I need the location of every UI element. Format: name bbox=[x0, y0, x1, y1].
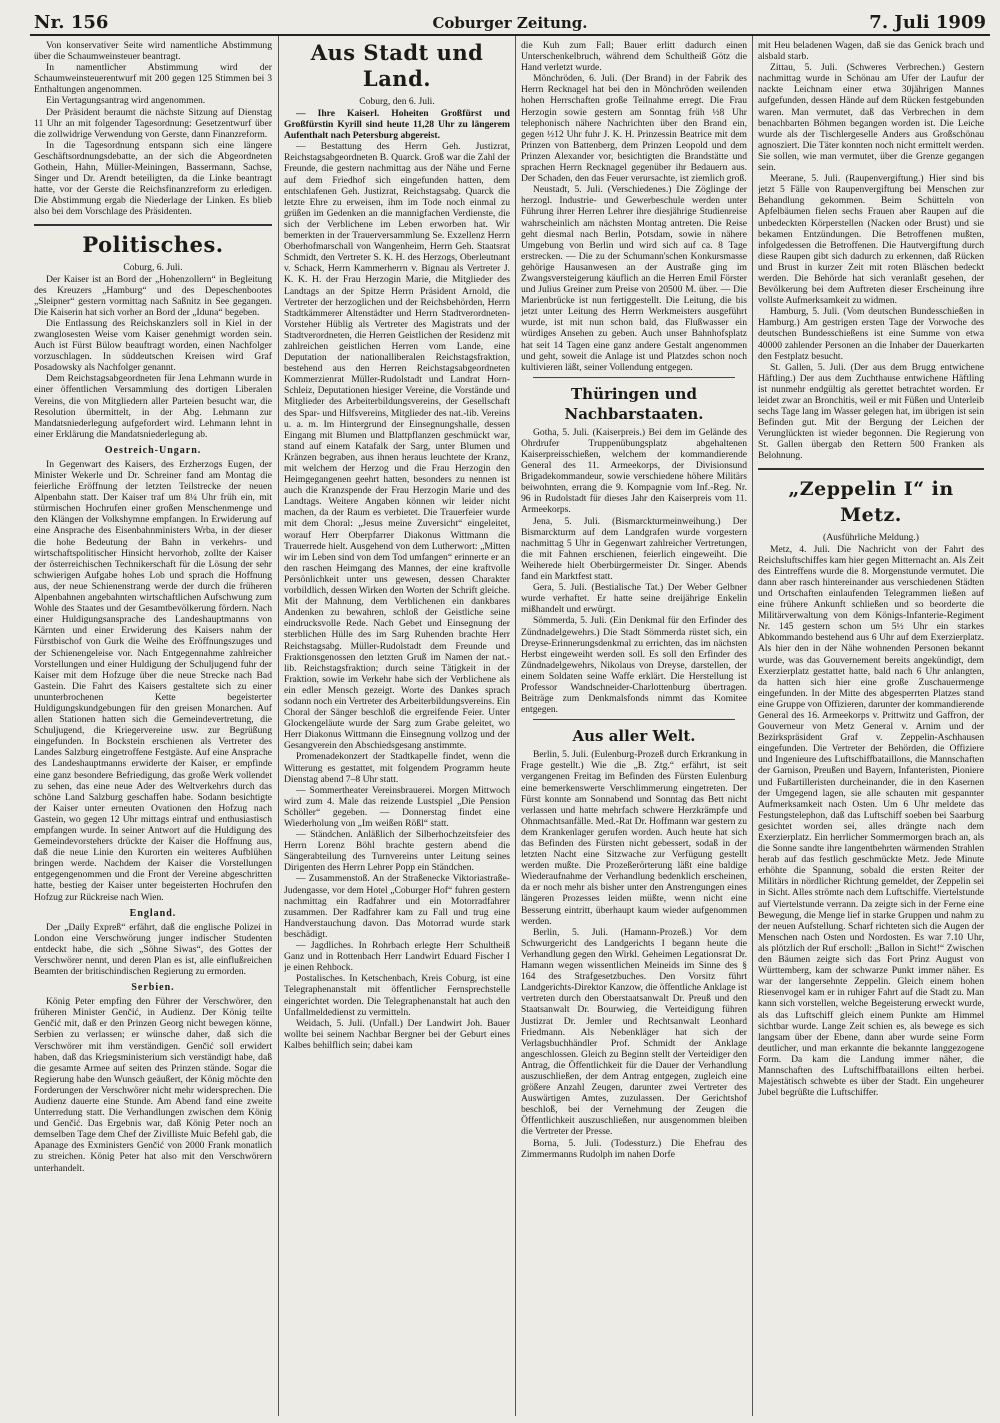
article-paragraph: Mönchröden, 6. Juli. (Der Brand) in der Fabrik des Herrn Recknagel hat bei den in Mönchröden weilenden hohen Herrschaften große Teilnahme erregt. Die Frau Herzogin sowie gestern am Sonntag früh ½8 Uhr telephonisch nähere Nachrichten über den Brand ein, gegen ½12 Uhr fuhr J. K. H. Prinzessin Beatrice mit dem Prinzen von Battenberg, dem Prinzen Leopold und dem Prinzen Alexander vor, besichtigten die Brandstätte und sprachen Herrn Recknagel gegenüber ihr Bedauern aus. Der Schaden, den das Feuer verursachte, ist ziemlich groß. bbox=[521, 73, 747, 185]
article-paragraph: Hamburg, 5. Juli. (Vom deutschen Bundesschießen in Hamburg.) Am gestrigen ersten Tage der Vorwoche des deutschen Bundesschießens ist eine Summe von etwa 40000 zahlender Personen an die Inhaber der Dauerkarten den Festplatz besucht. bbox=[758, 306, 984, 362]
divider bbox=[34, 224, 272, 226]
article-paragraph: Der „Daily Expreß“ erfährt, daß die englische Polizei in London eine Verschwörung junger indischer Studenten entdeckt habe, die sich „Söhne Siwas“, des Gottes der Verschwörer nennt, und deren Plan es ist, alle einflußreichen Beamten der britischindischen Regierung zu ermorden. bbox=[34, 921, 272, 978]
section-heading-thueringen: Thüringen und Nachbarstaaten. bbox=[564, 384, 704, 423]
article-paragraph: König Peter empfing den Führer der Verschwörer, den früheren Minister Genčić, in Audienz. Der König teilte Genčić mit, daß er den Prinzen Georg nicht bewegen könne, Serbien zu verlassen; er wünsche daher, daß sich die Verschwörer mit ihm verständigen. Genčić soll erwidert haben, daß das Kriegsministerium sich verständigt habe, daß die gesamte Armee auf seiten des Prinzen stände. Sogar die Regierung habe den Wunsch geäußert, der König möchte den Forderungen der Verschwörer nicht mehr widersprechen. Die Audienz dauerte eine Stunde. Am Abend fand eine zweite Unterredung statt. Die Verhandlungen zwischen dem König und Genčić. Das Ergebnis war, daß König Peter noch an demselben Tage dem Chef der Zivilliste Muic Befehl gab, die Apanage des Exministers Genčić von 2000 Frank monatlich zu streichen. König Peter hat also mit den Verschwörern unterhandelt. bbox=[34, 996, 272, 1174]
column-rule bbox=[515, 36, 516, 1416]
column-1 bbox=[34, 40, 272, 1415]
article-paragraph: Meerane, 5. Juli. (Raupenvergiftung.) Hier sind bis jetzt 5 Fälle von Raupenvergiftung bei Menschen zur Behandlung gekommen. Beim Schütteln von Apfelbäumen fielen sechs Frauen aber Raupen auf die unbedeckten Körperstellen (Nacken oder Brust) und sie bekamen Entzündungen. Die Betroffenen mußten, infolgedessen die Betroffenen. Die Hautvergiftung durch diese Raupen gibt sich dadurch zu erkennen, daß Rücken und Brust in kurzer Zeit mit roten Bläschen bedeckt werden. Die Behörde hat sich veranlaßt gesehen, der Bevölkerung bei dem Auftreten dieser Erscheinung ihre vollste Aufmerksamkeit zu widmen. bbox=[758, 173, 984, 307]
article-paragraph: Metz, 4. Juli. Die Nachricht von der Fahrt des Reichsluftschiffes kam hier gegen Mitternacht an. Als Zeit des Eintreffens wurde die 8. Morgenstunde vermutet. Die dann aber rasch hintereinander aus verschiedenen Städten und Ortschaften einlaufenden Telegrammen ließen auf eine frühere Ankunft schließen und so beorderte die Militärverwaltung von dem Königs-Infanterie-Regiment Nr. 145 gestern schon um 5½ Uhr ein starkes Abkommando bestehend aus 6 Uhr auf dem Exerzierplatz. Als hier den in der Nähe wohnenden Personen bekannt wurde, was das Gouvernement bereits angekündigt, dem Exerzierplatz gestattet hatte, bald nach 6 Uhr anlangten, da hatten sich hier eine große Zuschauermenge eingefunden. In der Mitte des abgesperrten Platzes stand eine Gruppe von Offizieren, darunter der kommandierende General des 16. Armeekorps v. Prittwitz und Gaffron, der Gouverneur von Metz General v. Arnim und der Bezirkspräsident Graf v. Zeppelin-Aschhausen eingefunden. Die Vertreter der Behörden, die Offiziere und Ingenieure des Luftschiffbataillons, die Mannschaften der Garnison, Preußen und Bayern, Infanteristen, Pioniere und Fußartilleristen durcheinander, die in den Kasernen der Umgegend lagen, sie alle schauten mit gespannter Aufmerksamkeit nach Osten. Um 6 Uhr meldete das Festungstelephon, daß das Luftschiff soeben bei Saarburg gesichtet worden sei, alles drängte nach dem Exerzierplatz. Ein herrlicher Sommermorgen brach an, als die Sonne sandte ihre langentbehrten wärmenden Strahlen herab auf das festlich geschmückte Metz. Jede Minute erhöhte die Spannung, sobald die ersten Reiter der Militärs in nördlicher Richtung gemeldet, der Zeppelin sei in Sicht. Alles strömte nach dem Luftschiffe. Viertelstunde auf Viertelstunde verrann. Da zeigte sich in der Ferne eine Bewegung, die Menge lief in starke Gruppen und nahm zu der neuen Aufstellung. Scharf richteten sich die Augen der Menschen nach Osten und Nordosten. Es war 7.10 Uhr, als plötzlich der Ruf erscholl: „Ballon in Sicht!“ Zwischen den Bäumen zeigte sich das Fort Prinz August von Württemberg, kam der schwarze Punkt immer näher. Es war der langersehnte Zeppelin. Gleich einem hohen Riesenvogel kam er in ruhiger Fahrt auf die Stadt zu. Man kann sich vorstellen, welche Begeisterung erweckt wurde, als das Luftschiff gleich einem Punkte am Himmel sichtbar wurde. Lange Zeit schien es, als bewege es sich langsam über der Ebene, dann aber wurde seine Form deutlicher, und man erkannte die bekannte langgezogene Form. Da kam die Landung immer näher, die Mannschaften des Luftschiffbataillons eilten herbei. Majestätisch schwebte es über der Stadt. Ein ungeheurer Jubel begrüßte die Luftschiffer. bbox=[758, 543, 984, 1099]
article-paragraph: mit Heu beladenen Wagen, daß sie das Genick brach und alsbald starb. bbox=[758, 40, 984, 63]
article-paragraph: — Ständchen. Anläßlich der Silberhochzeitsfeier des Herrn Lorenz Böhl brachte gestern abend die Sängerabteilung des Turnvereins unter Leitung seines Dirigenten des Herrn Lehrer Popp ein Ständchen. bbox=[284, 829, 510, 874]
article-paragraph: Dem Reichstagsabgeordneten für Jena Lehmann wurde in einer öffentlichen Versammlung des dortigen Liberalen Vereins, die von Mitgliedern aller Parteien besucht war, die Resolution übermittelt, in der Abg. Lehmann zur Mandatsniederlegung aufgefordert wird. Lehmann lehnt in einer Erklärung die Mandatsniederlegung ab. bbox=[34, 373, 272, 440]
article-paragraph: Zittau, 5. Juli. (Schweres Verbrechen.) Gestern nachmittag wurde in Schönau am Ufer der Laufur der nackte Leichnam einer etwa 30jährigen Mannes aufgefunden, dessen Hände auf dem Rücken festgebunden waren. Man vermutet, daß das Verbrechen in dem benachbarten Böhmen begangen worden ist. Die Leiche wurde als der Tischlergeselle Anders aus Großschönau agnosziert. Die Täter konnten noch nicht ermittelt werden. Sie sollen, wie man vermutet, über die Grenze gegangen sein. bbox=[758, 62, 984, 174]
article-paragraph: Von konservativer Seite wird namentliche Abstimmung über die Schaumweinsteuer beantragt. bbox=[34, 40, 272, 63]
article-paragraph: Der Kaiser ist an Bord der „Hohenzollern“ in Begleitung des Kreuzers „Hamburg“ und des Depeschenbootes „Sleipner“ gestern vormittag nach Saßnitz in See gegangen. Die Kaiserin hat sich vorher an Bord der „Iduna“ begeben. bbox=[34, 273, 272, 318]
masthead bbox=[30, 12, 990, 36]
article-paragraph: Jena, 5. Juli. (Bismarckturmeinweihung.) Der Bismarckturm auf dem Landgrafen wurde vorgestern nachmittag 5 Uhr in Gegenwart zahlreicher Vertretungen, die mit Fahnen erschienen, feierlich eingeweiht. Die Weiherede hielt Oberbürgermeister Dr. Singer. Abends fand ein Marktfest statt. bbox=[521, 515, 747, 583]
subheading-serbien: Serbien. bbox=[131, 982, 175, 994]
section-heading-stadt-land: Aus Stadt und Land. bbox=[310, 40, 484, 91]
column-3 bbox=[521, 40, 747, 1415]
subheading-england: England. bbox=[129, 907, 177, 919]
subheading-oestreich: Oestreich-Ungarn. bbox=[104, 444, 202, 456]
column-rule bbox=[752, 36, 753, 1416]
article-paragraph: Borna, 5. Juli. (Todessturz.) Die Ehefrau des Zimmermanns Rudolph im nahen Dorfe bbox=[521, 1137, 747, 1160]
article-paragraph: Sömmerda, 5. Juli. (Ein Denkmal für den Erfinder des Zündnadelgewehrs.) Die Stadt Sömmerda rüstet sich, ein Dreyse-Erinnerungsdenkmal zu errichten, das im nächsten Herbst eingeweiht werden soll. Es soll den Erfinder des Zündnadelgewehrs, Nikolaus von Dreyse, darstellen, der einem Soldaten seine Waffe erklärt. Die Herstellung ist Professor Wandschneider-Charlottenburg übertragen. Beiträge zum Denkmalsfonds nimmt das Komitee entgegen. bbox=[521, 615, 747, 716]
newspaper-title: Coburger Zeitung. bbox=[432, 14, 588, 32]
article-paragraph: In die Tagesordnung entspann sich eine längere Geschäftsordnungsdebatte, an der sich die Abgeordneten Gothein, Hahn, Müller-Meiningen, Bassermann, Sachse, Singer und Dr. Arendt beteiligten, da die Linke beantragt hatte, vor der Gerste die Reichsfinanzreform zu erledigen. Die Abstimmung ergab die Niederlage der Linken. Es blieb also bei dem Vorschlage des Präsidenten. bbox=[34, 139, 272, 218]
article-paragraph: Gera, 5. Juli. (Bestialische Tat.) Der Weber Gelbner wurde verhaftet. Er hatte seine dreijährige Enkelin mißhandelt und erwürgt. bbox=[521, 582, 747, 616]
article-paragraph: St. Gallen, 5. Juli. (Der aus dem Brugg entwichene Häftling.) Der aus dem Zuchthause entwichene Häftling ist nunmehr endgültig als gerettet betrachtet worden. Er leidet zwar an Bronchitis, weil er mit Füßen und Unterleib sechs Tage lang im Wasser gelegen hat, im übrigen ist sein Befinden gut. Mit der Bergung der Leichen der Verunglückten ist wieder begonnen. Die Regierung von St. Gallen übergab den Rettern 500 Franken als Belohnung. bbox=[758, 361, 984, 462]
article-paragraph: — Sommertheater Vereinsbrauerei. Morgen Mittwoch wird zum 4. Male das reizende Lustspiel „Die Pension Schöller“ gegeben. — Donnerstag findet eine Wiederholung von „Im weißen Rößl“ statt. bbox=[284, 784, 510, 829]
divider bbox=[533, 719, 735, 720]
article-paragraph: In namentlicher Abstimmung wird der Schaumweinsteuerentwurf mit 200 gegen 125 Stimmen bei 3 Enthaltungen angenommen. bbox=[34, 62, 272, 96]
article-paragraph: Gotha, 5. Juli. (Kaiserpreis.) Bei dem im Gelände des Ohrdrufer Truppenübungsplatz abgehaltenen Kaiserpreisschießen, welchem der kommandierende General des 11. Armeekorps, der Divisionsund Brigadekommandeur, sowie verschiedene höhere Militärs beiwohnten, errang die 9. Kompagnie vom Inf.-Reg. Nr. 96 in Rudolstadt für dieses Jahr den Kaiserpreis vom 11. Armeekorps. bbox=[521, 426, 747, 516]
article-paragraph: die Kuh zum Fall; Bauer erlitt dadurch einen Unterschenkelbruch, während dem Schultheiß Götz die Hand verletzt wurde. bbox=[521, 40, 747, 74]
column-rule bbox=[278, 36, 279, 1416]
issue-date: 7. Juli 1909 bbox=[869, 12, 986, 33]
divider bbox=[758, 468, 984, 470]
column-2 bbox=[284, 40, 510, 1415]
section-heading-zeppelin: „Zeppelin I“ in Metz. bbox=[788, 477, 954, 526]
article-paragraph: Die Entlassung des Reichskanzlers soll in Kiel in der zwanglosesten Weise vom Kaiser genehmigt worden sein. Auch ist Fürst Bülow beauftragt worden, einen Nachfolger vorzuschlagen. In süddeutschen Kreisen wird Graf Posadowsky als Nachfolger genannt. bbox=[34, 317, 272, 374]
article-paragraph: — Ihre Kaiserl. Hoheiten Großfürst und Großfürstin Kyrill sind heute 11,28 Uhr zu längerem Aufenthalt nach Petersburg abgereist. bbox=[284, 108, 510, 142]
article-paragraph: Weidach, 5. Juli. (Unfall.) Der Landwirt Joh. Bauer wollte bei seinem Nachbar Bergner bei der Geburt eines Kalbes behilflich sein; dabei kam bbox=[284, 1017, 510, 1051]
article-paragraph: Ein Vertagungsantrag wird angenommen. bbox=[46, 95, 206, 107]
issue-number: Nr. 156 bbox=[34, 12, 109, 33]
section-heading-politisches: Politisches. bbox=[82, 231, 224, 257]
column-4 bbox=[758, 40, 984, 1415]
article-paragraph: — Bestattung des Herrn Geh. Justizrat, Reichstagsabgeordneten B. Quarck. Groß war die Zahl der Freunde, die gestern nachmittag aus der Nähe und Ferne auf dem Friedhof sich eingefunden hatten, dem entschlafenen Geh. Justizrat, Reichstagsabg. Quarck die letzte Ehre zu erweisen, ihm im Tode noch einmal zu grüßen im Gedenken an die mannigfachen Verdienste, die sich der Verblichene im Leben erworben hat. Wir bemerkten in der Trauerversammlung Se. Exzellenz Herrn Oberhofmarschall von Wangenheim, Herrn Geh. Staatsrat Schmidt, den Vertreter S. K. H. des Herzogs, Oberleutnant v. Schack, Herrn Kammerherrn v. Bignau als Vertreter J. K. K. H. der Frau Herzogin Marie, die Mitglieder des Landtags an der Spitze Herrn Präsident Arnold, die Vertreter der herzoglichen und der Reichsbehörden, Herrn Stadtkämmerer Altenstädter und Herrn Stadtverordneten-Vorsteher Hüblig als Vertreter des Magistrats und der Stadtverordneten, die Herren Geistlichen der Residenz mit zahlreichen geistlichen Herren vom Lande, eine Deputation der nationalliberalen Reichstagsfraktion, bestehend aus den Herren Reichstagsabgeordneten Kommerzienrat Müller-Rudolstadt und Landrat Horn-Schleiz, Deputationen hiesiger Vereine, die Vorstände und Mitglieder des Arbeiterbildungsvereins, der Gesellschaft des Spar- und Hilfsvereins, Mitglieder des nat.-lib. Vereins u. a. m. Im Hintergrund der Einsegnungshalle, dessen Eingang mit Blumen und Blattpflanzen geschmückt war, stand auf einem Katafalk der Sarg, unter Blumen und Kränzen begraben, aus ihnen heraus leuchtete der Kranz, mit welchem der Herzog und die Frau Herzogin den Heimgegangenen geehrt hatten, besonders zu nennen ist auch die Kranzspende der Frau Herzogin Marie und des Landtags. Weitere Angaben können wir leider nicht machen, da der Raum es verbietet. Die Trauerfeier wurde mit dem Choral: „Jesus meine Zuversicht“ eingeleitet, worauf Herr Oberpfarrer Diakonus Wittmann die Trauerrede hielt. Ausgehend von dem Lutherwort: „Mitten wir im Leben sind von dem Tod umfangen“ erinnerte er an den raschen Heimgang des Mannes, der eine kraftvolle Persönlichkeit unter uns gewesen, dessen Charakter vorbildlich, dessen Wirken den Worten der Schrift gleiche. Mit der Mahnung, dem Verblichenen ein dankbares Andenken zu bewahren, schloß der Geistliche seine eindrucksvolle Rede. Nach Gebet und Einsegnung der sterblichen Hülle des im Sarg Ruhenden brachte Herr Reichstagsabg. Müller-Rudolstadt dem Freunde und Fraktionsgenossen den letzten Gruß im Namen der nat.-lib. Reichstagsfraktion; durch seine Tätigkeit in der Fraktion, sowie im Verkehr habe sich der Verblichene als ein edler Mensch gezeigt. Worte des Dankes sprach sodann noch ein Vertreter des Arbeiterbildungsvereins. Ein Choral der Sänger beschloß die ergreifende Feier. Unter Glockengeläute wurde der Sarg zum Grabe geleitet, wo Herr Diakonus Wittmann die Einsegnung vollzog und der Gesangverein den Abschiedsgesang anstimmte. bbox=[284, 141, 510, 752]
subheading: (Ausführliche Meldung.) bbox=[823, 531, 919, 543]
article-paragraph: Neustadt, 5. Juli. (Verschiedenes.) Die Zöglinge der herzogl. Industrie- und Gewerbeschule werden unter Führung ihrer Herren Lehrer ihre diesjährige Studienreise wahrscheinlich am nächsten Montag antreten. Die Reise geht diesmal nach Berlin, Potsdam, sowie in nähere Umgebung von Berlin und wird sich auf ca. 8 Tage erstrecken. — Die zu der Schumann'schen Konkursmasse gehörige Hausanwesen an der Austraße ging im Zwangsversteigerung käuflich an die Herren Emil Förster und Julius Greiner zum Preise von 20500 M. über. — Die Marienbrücke ist nun fertiggestellt. Die Leitung, die bis jetzt unter Leitung des Herrn Werkmeisters ausgeführt wurde, ist mit nun schon bald, das Flußwasser ein würdiges Ansehen zu geben. Auch unser Bahnhofsplatz hat seit 14 Tagen eine ganz andere Gestalt angenommen und geht, soweit die Anlage ist und Platzdes schon noch kultivieren läßt, seiner Vollendung entgegen. bbox=[521, 184, 747, 373]
article-paragraph: Promenadekonzert der Stadtkapelle findet, wenn die Witterung es gestattet, mit folgendem Programm heute Dienstag abend 7–8 Uhr statt. bbox=[284, 751, 510, 785]
dateline: Coburg, den 6. Juli. bbox=[359, 96, 435, 107]
article-paragraph: Berlin, 5. Juli. (Hamann-Prozeß.) Vor dem Schwurgericht des Landgerichts I begann heute die Verhandlung gegen den Wirkl. Geheimen Legationsrat Dr. Hamann wegen wissentlichen Meineids im Sinne des § 164 des Strafgesetzbuches. Den Vorsitz führt Landgerichts-Direktor Kanzow, die öffentliche Anklage ist vertreten durch den Oberstaatsanwalt Dr. Preuß und den Staatsanwalt Dr. Bourwieg, die Verteidigung führen Justizrat Dr. Jemler und Rechtsanwalt Leonhard Friedmann. Als Nebenkläger hat sich der Verlagsbuchhändler Prof. Schmidt der Anklage angeschlossen. Gleich zu Beginn stellt der Verteidiger den Antrag, die Öffentlichkeit für die Dauer der Verhandlung auszuschließen, der dem Antrag entgegen, zugleich eine größere Anzahl Zeugen, darunter zwei Vertreter des Auswärtigen Amtes, zuzulassen. Der Gerichtshof beschloß, bei der Vernehmung der Zeugen die Öffentlichkeit auszuschließen, nur ausgenommen bleiben die Vertreter der Presse. bbox=[521, 926, 747, 1138]
article-paragraph: — Jagdliches. In Rohrbach erlegte Herr Schultheiß Ganz und in Rottenbach Herr Landwirt Eduard Fischer I je einen Rehbock. bbox=[284, 940, 510, 974]
article-paragraph: Der Präsident beraumt die nächste Sitzung auf Dienstag 11 Uhr an mit folgender Tagesordnung: Gesetzentwurf über die zollwidrige Verwendung von Gerste, dann Finanzreform. bbox=[34, 106, 272, 140]
article-paragraph: Postalisches. In Ketschenbach, Kreis Coburg, ist eine Telegraphenanstalt mit öffentlicher Fernsprechstelle eingerichtet worden. Die Telegraphenanstalt hat auch den Unfallmeldedienst zu vermitteln. bbox=[284, 973, 510, 1018]
article-paragraph: Berlin, 5. Juli. (Eulenburg-Prozeß durch Erkrankung in Frage gestellt.) Wie die „B. Ztg.“ erfährt, ist seit vergangenen Freitag im Befinden des Fürsten Eulenburg eine bemerkenswerte Verschlimmerung eingetreten. Der Fürst konnte am Sonnabend und Sonntag das Bett nicht verlassen und hatte mehrfach schwere Herzkrämpfe und Ohnmachtsanfälle. Med.-Rat Dr. Hoffmann war gestern zu dem Krankenlager gerufen worden. Auch heute hat sich das Befinden des Fürsten nicht gebessert, sodaß in der letzten Nacht eine Sitzwache zur Verfügung gestellt werden mußte. Die Prozeßerörterung läßt eine baldige Wiederaufnahme der Verhandlung bedenklich erscheinen, da er noch mehr als bisher unter den Anstrengungen eines längeren Prozesses leiden müßte, wenn nicht eine Besserung eintritt, überhaupt kaum wieder aufgenommen werden. bbox=[521, 749, 747, 927]
divider bbox=[533, 377, 735, 378]
article-paragraph: In Gegenwart des Kaisers, des Erzherzogs Eugen, der Minister Wekerle und Dr. Schreiner fand am Montag die feierliche Eröffnung der letzten Teilstrecke der neuen Alpenbahn statt. Der Kaiser traf um 8¼ Uhr früh ein, mit stürmischen Hochrufen einer großen Menschenmenge und den Klängen der Volkshymne empfangen. In Erwiderung auf eine Ansprache des Eisenbahnministers Wrba, in der dieser die hohe Bedeutung der Bahn in verkehrs- und wirtschaftspolitischer Hinsicht hervorhob, zollte der Kaiser der österreichischen Technikerschaft für die Lösung der sehr schwierigen Aufgabe hohes Lob und sprach die Hoffnung aus, der neue Schienenstrang werde der durch die früheren Alpenbahnen angebahnten wirtschaftlichen Aufschwung zum Wohle des Staates und der Gesamtbevölkerung fördern. Nach einer Huldigungsansprache des Landeshauptmanns von Kärnten und einer Erwiderung des Kaisers nahm der Fürstbischof von Gurk die Weihe des Eröffnungszuges und der Schienengeleise vor. Nach Entgegennahme zahlreicher Vorstellungen und einer Huldigung der Schuljugend fuhr der Kaiser mit dem Hofzuge über die neue Strecke nach Bad Gastein. Die Fahrt des Kaisers gestaltete sich zu einer ununterbrochenen Kette begeisterter Huldigungskundgebungen für den greisen Monarchen. Auf allen Stationen hatten sich die Gemeindevertretung, die Schuljugend, die Kriegervereine usw. zur Begrüßung eingefunden. In Bockstein erschienen als Vertreter des Landes Salzburg eingetroffene Festgäste. Auf eine Ansprache des Landeshauptmanns erwiderte der Kaiser, er empfinde eine ganz besondere Befriedigung, das große Werk vollendet zu sehen, das eine neue Ader des Weltverkehrs durch das schöne Land Salzburg geschaffen habe. Sodann besichtigte der Kaiser unter erneuten Ovationen den Hofzug nach Gastein, wo gegen 12 Uhr mittags eintraf und enthusiastisch empfangen wurde. In seiner Antwort auf die Huldigung des Gemeindevorstehers drückte der Kaiser die Hoffnung aus, daß die neue Linie den Kurorten ein weiteres Aufblühen bringen werde. Nachdem der Kaiser die Vorstellungen entgegengenommen und die Front der Vereine abgeschritten hatte, bestieg der Kaiser unter begeisterten Hochrufen den Hofzug zur Rückreise nach Wien. bbox=[34, 458, 272, 903]
section-heading-aller-welt: Aus aller Welt. bbox=[572, 727, 696, 746]
dateline: Coburg, 6. Juli. bbox=[123, 261, 183, 273]
article-paragraph: — Zusammenstoß. An der Straßenecke Viktoriastraße-Judengasse, vor dem Hotel „Coburger Hof“ fuhren gestern nachmittag ein Radfahrer und ein Motorradfahrer zusammen. Der Radfahrer kam zu Fall und trug eine Handverstauchung davon. Das Motorrad wurde stark beschädigt. bbox=[284, 873, 510, 940]
